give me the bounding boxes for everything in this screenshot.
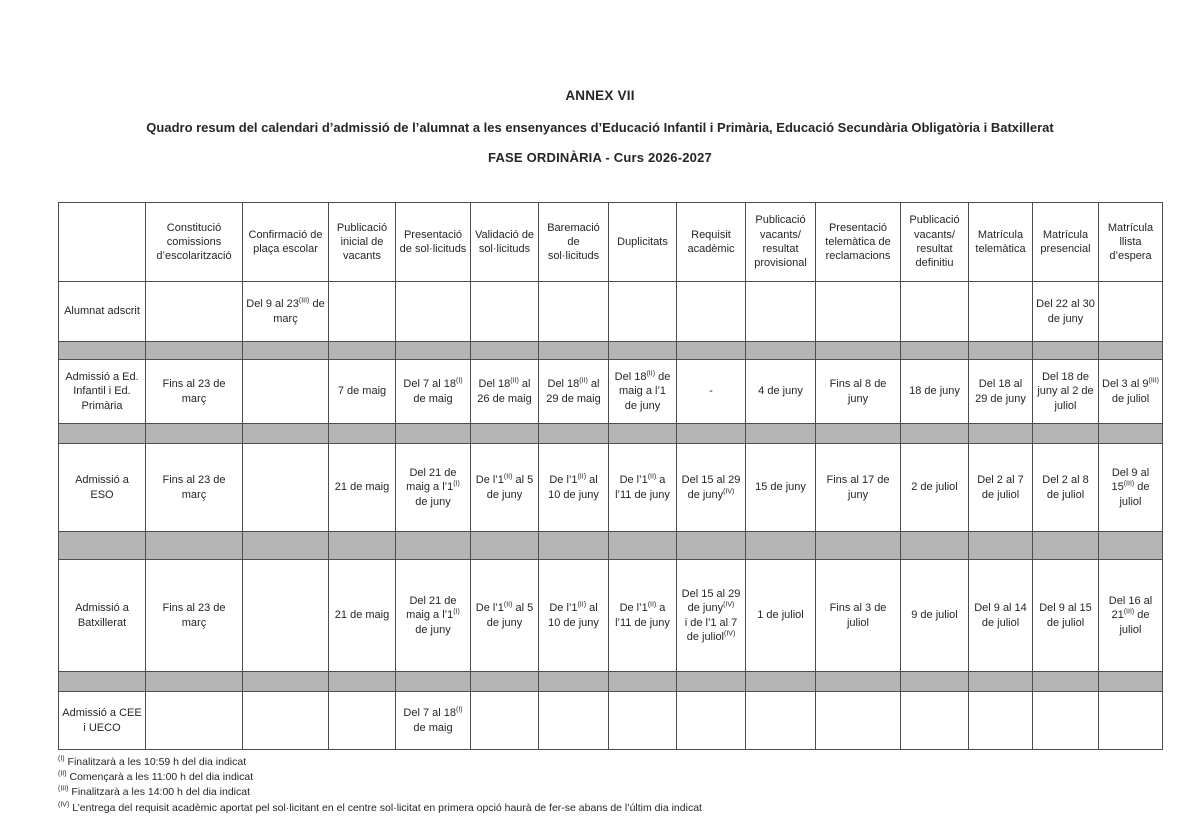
table-cell	[746, 282, 816, 342]
table-cell	[677, 282, 746, 342]
separator-cell	[146, 532, 243, 560]
column-header: Matrícula llista d’espera	[1099, 203, 1163, 282]
table-cell: Del 22 al 30 de juny	[1033, 282, 1099, 342]
separator-cell	[816, 342, 901, 360]
separator-cell	[243, 672, 329, 692]
separator-cell	[1033, 672, 1099, 692]
separator-cell	[329, 672, 396, 692]
table-cell: Del 15 al 29 de juny$^{(IV)}$	[677, 444, 746, 532]
separator-cell	[609, 532, 677, 560]
table-cell	[539, 692, 609, 750]
column-header: Confirmació de plaça escolar	[243, 203, 329, 282]
table-cell	[969, 692, 1033, 750]
row-label: Admissió a Ed. Infantil i Ed. Primària	[59, 360, 146, 424]
table-cell	[816, 692, 901, 750]
table-cell	[609, 692, 677, 750]
separator-cell	[59, 672, 146, 692]
separator-cell	[59, 424, 146, 444]
separator-cell	[146, 672, 243, 692]
table-cell: De $l’1^{(II)}$ al 5 de juny	[471, 560, 539, 672]
table-cell	[396, 282, 471, 342]
separator-cell	[1099, 672, 1163, 692]
table-cell: Del 9 al $23^{(III)}$ de març	[243, 282, 329, 342]
table-cell: Del 3 al $9^{(III)}$ de juliol	[1099, 360, 1163, 424]
row-label: Admissió a Batxillerat	[59, 560, 146, 672]
table-cell	[243, 560, 329, 672]
table-row	[59, 692, 1163, 750]
table-cell	[969, 282, 1033, 342]
separator-cell	[677, 342, 746, 360]
table-cell: Fins al 3 de juliol	[816, 560, 901, 672]
separator-cell	[539, 424, 609, 444]
separator-cell	[471, 672, 539, 692]
table-cell	[243, 360, 329, 424]
separator-cell	[539, 672, 609, 692]
table-row	[59, 282, 1163, 342]
table-cell	[329, 692, 396, 750]
separator-cell	[816, 532, 901, 560]
separator-cell	[609, 672, 677, 692]
separator-cell	[609, 342, 677, 360]
separator-cell	[746, 672, 816, 692]
table-cell	[243, 692, 329, 750]
separator-cell	[816, 424, 901, 444]
separator-cell	[901, 672, 969, 692]
table-cell	[901, 692, 969, 750]
table-cell: 2 de juliol	[901, 444, 969, 532]
footnote: $^{(I)}$ Finalitzarà a les 10:59 h del dia indicat	[58, 755, 247, 768]
table-cell: De $l’1^{(II)}$ al 10 de juny	[539, 444, 609, 532]
table-row	[59, 360, 1163, 424]
admission-calendar-table	[58, 202, 1163, 750]
table-cell: Fins al 17 de juny	[816, 444, 901, 532]
table-cell: Del 7 al $18^{(I)}$ de maig	[396, 692, 471, 750]
page-phase-line: FASE ORDINÀRIA - Curs 2026-2027	[488, 150, 712, 165]
page-title: ANNEX VII	[565, 88, 635, 103]
table-cell: Del 9 al 14 de juliol	[969, 560, 1033, 672]
column-header: Publicació vacants/ resultat provisional	[746, 203, 816, 282]
table-cell: 21 de maig	[329, 444, 396, 532]
table-cell: De $l’1^{(II)}$ a l’11 de juny	[609, 444, 677, 532]
table-row	[59, 560, 1163, 672]
separator-cell	[396, 532, 471, 560]
separator-cell	[1033, 342, 1099, 360]
separator-cell	[1099, 342, 1163, 360]
column-header: Presentació telemàtica de reclamacions	[816, 203, 901, 282]
separator-cell	[243, 342, 329, 360]
separator-cell	[471, 342, 539, 360]
row-label: Admissió a CEE i UECO	[59, 692, 146, 750]
separator-cell	[609, 424, 677, 444]
separator-cell	[969, 532, 1033, 560]
separator-cell	[396, 342, 471, 360]
table-cell: Del 7 al $18^{(I)}$ de maig	[396, 360, 471, 424]
table-cell: Del $18^{(II)}$ al 29 de maig	[539, 360, 609, 424]
separator-cell	[901, 424, 969, 444]
table-cell: 21 de maig	[329, 560, 396, 672]
table-cell: Del 2 al 8 de juliol	[1033, 444, 1099, 532]
row-label: Admissió a ESO	[59, 444, 146, 532]
separator-cell	[329, 424, 396, 444]
table-cell: Del 18 de juny al 2 de juliol	[1033, 360, 1099, 424]
separator-cell	[471, 532, 539, 560]
table-row	[59, 444, 1163, 532]
table-cell	[1099, 692, 1163, 750]
separator-cell	[1033, 532, 1099, 560]
table-cell	[539, 282, 609, 342]
column-header: Matrícula telemàtica	[969, 203, 1033, 282]
separator-cell	[816, 672, 901, 692]
column-header: Requisit acadèmic	[677, 203, 746, 282]
table-cell: Fins al 8 de juny	[816, 360, 901, 424]
table-cell	[1033, 692, 1099, 750]
table-cell: Del 21 de maig a $l’1^{(I)}$ de juny	[396, 444, 471, 532]
table-cell	[816, 282, 901, 342]
separator-cell	[59, 342, 146, 360]
table-cell: 9 de juliol	[901, 560, 969, 672]
column-header: Presentació de sol·licituds	[396, 203, 471, 282]
column-header: Constitució comissions d’escolarització	[146, 203, 243, 282]
table-cell: Del 18 al 29 de juny	[969, 360, 1033, 424]
separator-cell	[677, 532, 746, 560]
table-cell	[609, 282, 677, 342]
separator-cell	[396, 424, 471, 444]
separator-cell	[146, 342, 243, 360]
row-label: Alumnat adscrit	[59, 282, 146, 342]
table-cell: Del 15 al 29 de juny$^{(IV)}$ i de l’1 al 7 de juliol$^{(IV)}$	[677, 560, 746, 672]
table-cell	[146, 692, 243, 750]
separator-cell	[901, 342, 969, 360]
table-cell	[329, 282, 396, 342]
separator-cell	[969, 672, 1033, 692]
separator-cell	[539, 342, 609, 360]
column-header: Validació de sol·licituds	[471, 203, 539, 282]
separator-cell	[677, 424, 746, 444]
separator-cell	[471, 424, 539, 444]
table-cell: Del $18^{(II)}$ al 26 de maig	[471, 360, 539, 424]
separator-cell	[146, 424, 243, 444]
separator-cell	[329, 342, 396, 360]
table-cell: 4 de juny	[746, 360, 816, 424]
separator-cell	[59, 532, 146, 560]
separator-row	[59, 342, 1163, 360]
table-cell: Del $18^{(II)}$ de maig a l’1 de juny	[609, 360, 677, 424]
separator-row	[59, 532, 1163, 560]
separator-cell	[243, 424, 329, 444]
table-cell	[471, 282, 539, 342]
page-subtitle: Quadro resum del calendari d’admissió de l’alumnat a les ensenyances d’Educació Infantil i Primària, Educació Secundària Obligatòria i Batxillerat	[146, 120, 1054, 135]
separator-cell	[677, 672, 746, 692]
separator-cell	[901, 532, 969, 560]
table-cell: Del 2 al 7 de juliol	[969, 444, 1033, 532]
separator-cell	[329, 532, 396, 560]
footnote: $^{(III)}$ Finalitzarà a les 14:00 h del dia indicat	[58, 785, 251, 799]
corner-cell	[59, 203, 146, 282]
table-cell: 7 de maig	[329, 360, 396, 424]
column-header: Baremació de sol·licituds	[539, 203, 609, 282]
document-header	[0, 0, 1200, 165]
header-row	[59, 203, 1163, 282]
table-cell	[901, 282, 969, 342]
column-header: Duplicitats	[609, 203, 677, 282]
separator-row	[59, 672, 1163, 692]
table-cell: 1 de juliol	[746, 560, 816, 672]
table-cell: Del 21 de maig a $l’1^{(I)}$ de juny	[396, 560, 471, 672]
separator-cell	[746, 532, 816, 560]
table-cell	[243, 444, 329, 532]
table-cell: Del 16 al $21^{(III)}$ de juliol	[1099, 560, 1163, 672]
column-header: Publicació vacants/ resultat definitiu	[901, 203, 969, 282]
table-cell	[146, 282, 243, 342]
separator-cell	[1099, 532, 1163, 560]
separator-row	[59, 424, 1163, 444]
separator-cell	[396, 672, 471, 692]
table-cell: Del 9 al $15^{(III)}$ de juliol	[1099, 444, 1163, 532]
separator-cell	[969, 424, 1033, 444]
table-cell: Fins al 23 de març	[146, 444, 243, 532]
table-cell: De $l’1^{(II)}$ a l’11 de juny	[609, 560, 677, 672]
table-cell	[1099, 282, 1163, 342]
table-cell: Del 9 al 15 de juliol	[1033, 560, 1099, 672]
table-cell	[677, 692, 746, 750]
footnote: $^{(IV)}$ L’entrega del requisit acadèmic aportat pel sol·licitant en el centre sol·licitat en primera opció haurà de fer-se abans de l’últim dia indicat	[58, 801, 702, 814]
separator-cell	[746, 424, 816, 444]
table-cell	[746, 692, 816, 750]
separator-cell	[1033, 424, 1099, 444]
table-cell: De $l’1^{(II)}$ al 5 de juny	[471, 444, 539, 532]
column-header: Matrícula presencial	[1033, 203, 1099, 282]
table-cell	[471, 692, 539, 750]
table-cell: Fins al 23 de març	[146, 360, 243, 424]
separator-cell	[746, 342, 816, 360]
separator-cell	[969, 342, 1033, 360]
separator-cell	[539, 532, 609, 560]
table-cell: -	[677, 360, 746, 424]
column-header: Publicació inicial de vacants	[329, 203, 396, 282]
table-cell: Fins al 23 de març	[146, 560, 243, 672]
table-cell: 18 de juny	[901, 360, 969, 424]
table-cell: 15 de juny	[746, 444, 816, 532]
separator-cell	[243, 532, 329, 560]
table-cell: De $l’1^{(II)}$ al 10 de juny	[539, 560, 609, 672]
footnote: $^{(II)}$ Començarà a les 11:00 h del dia indicat	[58, 770, 254, 784]
footnotes	[58, 755, 1200, 816]
separator-cell	[1099, 424, 1163, 444]
